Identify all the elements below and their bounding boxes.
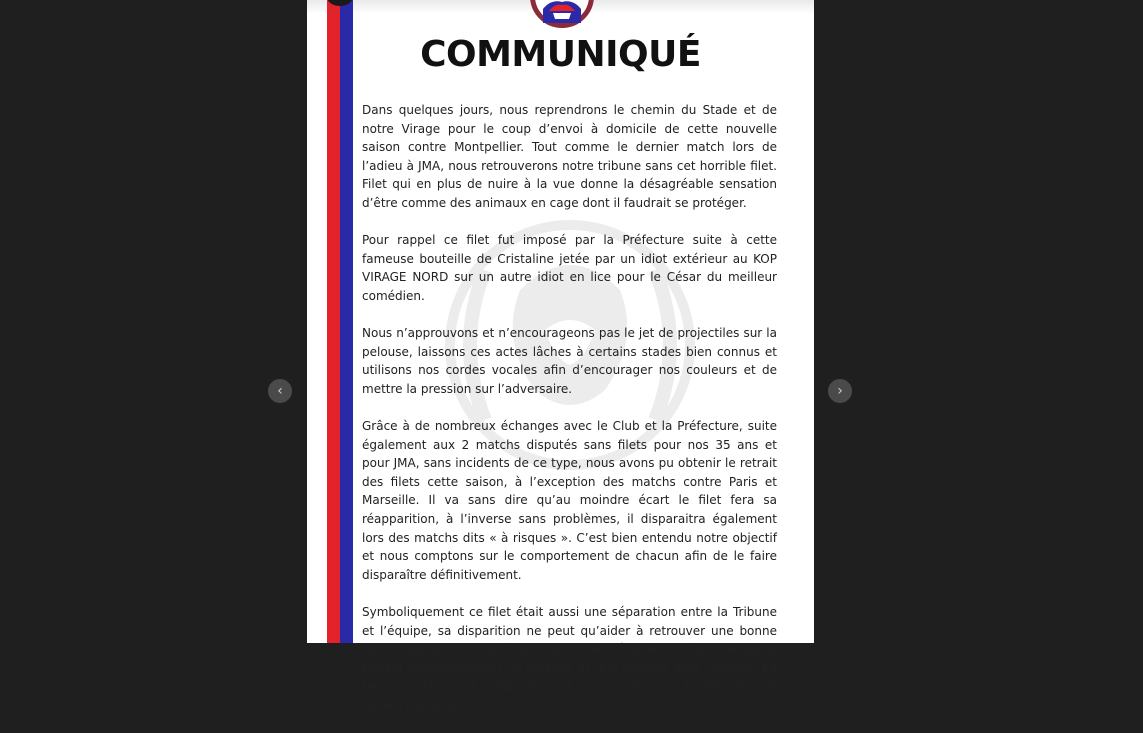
communique-image [307, 0, 814, 712]
previous-image-button[interactable] [268, 379, 292, 403]
paragraph: Pour rappel ce filet fut imposé par la Préfecture suite à cette fameuse bouteille de Cristaline jetée par un idiot extérieur au KOP VIRAGE NORD sur un autre idiot en lice pour le César du meilleur comédien. [362, 233, 777, 303]
blue-stripe [340, 0, 353, 643]
paragraph: Dans quelques jours, nous reprendrons le chemin du Stade et de notre Virage pour le coup d’envoi à domicile de cette nouvelle saison contre Montpellier. Tout comme le dernier match lors de l’adieu à JMA, nous retrouverons notre tribune sans cet horrible filet. Filet qui en plus de nuire à la vue donne la désagréable sensation d’être comme des animaux en cage dont il faudrait se protéger. [362, 103, 777, 210]
chevron-left-icon: ‹ [277, 383, 283, 399]
red-stripe [327, 0, 340, 643]
paragraph: Symboliquement ce filet était aussi une séparation entre la Tribune et l’équipe, sa disparition ne peut qu’aider à retrouver une bonne dynamique entre nous. Bien entendu les résultats et l’attitude sur le terrain conditionneront un partage et une osmose avec l’équipe. La balle est dans leur camp. Quant à nous soyons à la hauteur de nos 36 ans d’existence, [362, 605, 777, 712]
paragraph: Grâce à de nombreux échanges avec le Club et la Préfecture, suite également aux 2 matchs disputés sans filets pour nos 35 ans et pour JMA, sans incidents de ce type, nous avons pu obtenir le retrait des filets cette saison, à l’exception des matchs contre Paris et Marseille. Il va sans dire qu’au moindre écart le filet fera sa réapparition, à l’inverse sans problèmes, il disparaitra également lors des matchs dits « à risques ». C’est bien entendu notre objectif et nous comptons sur le comportement de chacun afin de le faire disparaître définitivement. [362, 419, 777, 582]
communique-body [362, 101, 777, 733]
chevron-right-icon: › [837, 383, 843, 399]
paragraph: Nous n’approuvons et n’encourageons pas le jet de projectiles sur la pelouse, laissons ces actes lâches à certains stades bien connus et utilisons nos cordes vocales afin d’encourager nos couleurs et de mettre la pression sur l’adversaire. [362, 326, 777, 396]
club-crest-icon [530, 0, 594, 28]
next-image-button[interactable] [828, 379, 852, 403]
page-title: COMMUNIQUÉ [420, 34, 701, 75]
